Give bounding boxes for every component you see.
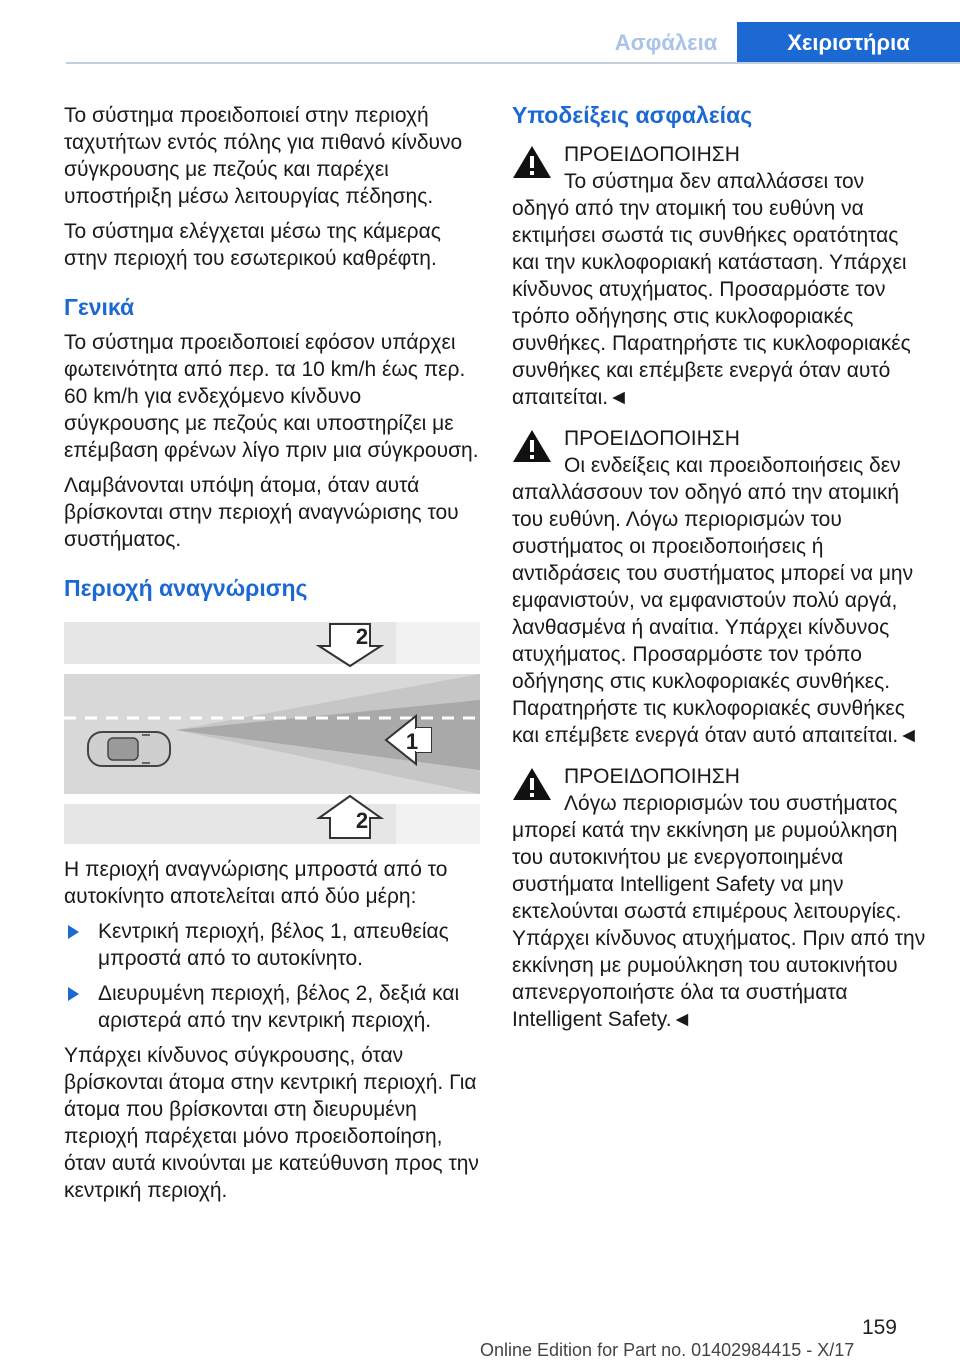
warning-triangle-icon [512, 145, 552, 179]
warning-block [512, 141, 926, 411]
arrow-label-2-bottom: 2 [355, 808, 369, 833]
list-item-text: Διευρυμένη περιοχή, βέλος 2, δεξιά και αριστερά από την κεντρική περιοχή. [98, 982, 460, 1032]
chapter-tab[interactable]: Χειριστήρια [737, 22, 960, 62]
list-item-text: Κεντρική περιοχή, βέλος 1, απευθείας μπροστά από το αυτοκίνητο. [98, 920, 449, 970]
general-paragraph-2: Λαμβάνονται υπόψη άτομα, όταν αυτά βρίσκονται στην περιοχή αναγνώρισης του συστήματος. [64, 474, 459, 551]
warning-text: Οι ενδείξεις και προειδοποιήσεις δεν απαλλάσσουν τον οδηγό από την ατομική του ευθύνη. Λόγω περιορισμών του συστήματος οι προειδοποιήσεις ή αντιδράσεις του συστήματος μπορεί να μην εμφανιστούν, να εμφανιστούν πολύ αργά, λανθασμένα ή αναίτια. Υπάρχει κίνδυνος ατυχήματος. Προσαρμόστε τον τρόπο οδήγησης στις κυκλοφοριακές συνθήκες. Παρατηρήστε τις κυκλοφοριακές συνθήκες και επέμβετε ενεργά όταν αυτό απαιτείται.◄ [512, 454, 919, 747]
heading-safety-notes: Υποδείξεις ασφαλείας [512, 102, 753, 128]
list-item [64, 918, 482, 972]
arrow-label-2-top: 2 [355, 624, 369, 649]
detection-paragraph-2: Υπάρχει κίνδυνος σύγκρουσης, όταν βρίσκονται άτομα στην κεντρική περιοχή. Για άτομα που βρίσκονται στη διευρυμένη περιοχή παρέχεται μόνο προειδοποίηση, όταν αυτά κινούνται με κατεύθυνση προς την κεντρική περιοχή. [64, 1044, 479, 1202]
warning-text: Το σύστημα δεν απαλλάσσει τον οδηγό από την ατομική του ευθύνη να εκτιμήσει σωστά τις συνθήκες ορατότητας και την κυκλοφοριακή κατάσταση. Υπάρχει κίνδυνος ατυχήματος. Προσαρμόστε τον τρόπο οδήγησης στις κυκλοφοριακές συνθήκες. Παρατηρήστε τις κυκλοφοριακές συνθήκες και επέμβετε ενεργά όταν αυτό απαιτείται.◄ [512, 170, 911, 409]
header-rule [66, 62, 960, 64]
triangle-bullet-icon [68, 987, 79, 1001]
page-header [0, 22, 960, 62]
car-icon [88, 732, 170, 766]
page-number: 159 [861, 1316, 897, 1339]
page-footer [0, 1300, 960, 1362]
intro-paragraph-1: Το σύστημα προειδοποιεί στην περιοχή ταχυτήτων εντός πόλης για πιθανό κίνδυνο σύγκρουσης με πεζούς και παρέχει υποστήριξη μέσω λειτουργίας πέδησης. [64, 104, 463, 208]
detection-paragraph-1: Η περιοχή αναγνώρισης μπροστά από το αυτοκίνητο αποτελείται από δύο μέρη: [64, 858, 448, 908]
warning-block [512, 763, 926, 1033]
left-column [64, 102, 482, 1212]
arrow-label-1: 1 [405, 729, 419, 754]
road-edge-bottom [64, 794, 480, 804]
detection-area-figure [64, 622, 480, 844]
general-paragraph-1: Το σύστημα προειδοποιεί εφόσον υπάρχει φωτεινότητα από περ. τα 10 km/h έως περ. 60 km/h για ενδεχόμενο κίνδυνο σύγκρουσης με πεζούς και υποστηρίζει με επέμβαση φρένων λίγο πριν μια σύγκρουση. [64, 331, 479, 462]
intro-paragraph-2: Το σύστημα ελέγχεται μέσω της κάμερας στην περιοχή του εσωτερικού καθρέφτη. [64, 220, 441, 270]
right-column [512, 102, 926, 1047]
list-item [64, 980, 482, 1034]
warning-block [512, 425, 926, 749]
detection-area-illustration [64, 622, 480, 844]
warning-title: ΠΡΟΕΙΔΟΠΟΙΗΣΗ [564, 143, 740, 166]
heading-general: Γενικά [64, 294, 135, 320]
warning-text: Λόγω περιορισμών του συστήματος μπορεί κατά την εκκίνηση με ρυμούλκηση του αυτοκινήτου με ενεργοποιημένα συστήματα Intelligent Safety να μην εκτελούνται σωστά επιμέρους λειτουργίες. Υπάρχει κίνδυνος ατυχήματος. Πριν από την εκκίνηση με ρυμούλκηση του αυτοκινήτου απενεργοποιήστε όλα τα συστήματα Intelligent Safety.◄ [512, 792, 926, 1031]
road-edge-top [64, 664, 480, 674]
warning-title: ΠΡΟΕΙΔΟΠΟΙΗΣΗ [564, 427, 740, 450]
warning-triangle-icon [512, 429, 552, 463]
triangle-bullet-icon [68, 925, 79, 939]
heading-detection-area: Περιοχή αναγνώρισης [64, 575, 308, 601]
section-tab[interactable]: Ασφάλεια [614, 30, 718, 55]
edition-note: Online Edition for Part no. 01402984415 - X/17 [480, 1340, 855, 1360]
warning-triangle-icon [512, 767, 552, 801]
detection-list [64, 918, 482, 1034]
warning-title: ΠΡΟΕΙΔΟΠΟΙΗΣΗ [564, 765, 740, 788]
